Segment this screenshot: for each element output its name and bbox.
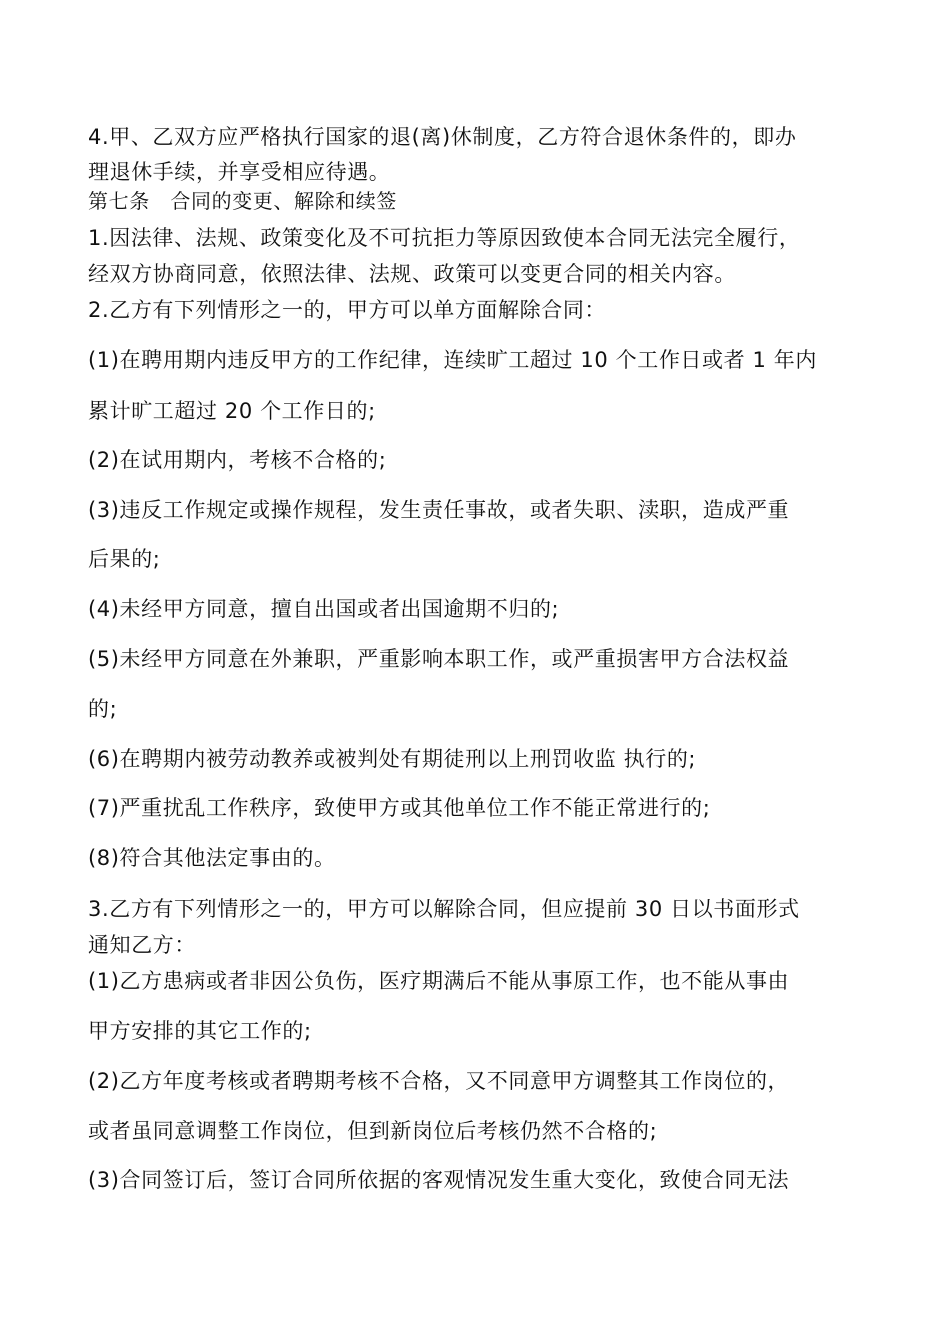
clause-7-3-item-1-line-1: (1)乙方患病或者非因公负伤，医疗期满后不能从事原工作，也不能从事由 [88, 969, 790, 993]
clause-7-2-item-3-line-1: (3)违反工作规定或操作规程，发生责任事故，或者失职、渎职，造成严重 [88, 498, 790, 522]
clause-7-2-item-6: (6)在聘期内被劳动教养或被判处有期徒刑以上刑罚收监 执行的; [88, 747, 697, 771]
clause-7-3-item-2-line-2: 或者虽同意调整工作岗位，但到新岗位后考核仍然不合格的; [88, 1119, 658, 1143]
clause-7-2-item-8: (8)符合其他法定事由的。 [88, 846, 336, 870]
clause-7-1-line-1: 1.因法律、法规、政策变化及不可抗拒力等原因致使本合同无法完全履行， [88, 226, 801, 250]
clause-7-1-line-2: 经双方协商同意，依照法律、法规、政策可以变更合同的相关内容。 [88, 262, 736, 286]
clause-7-2-item-1-line-2: 累计旷工超过 20 个工作日的; [88, 399, 376, 423]
clause-7-3-item-2-line-1: (2)乙方年度考核或者聘期考核不合格，又不同意甲方调整其工作岗位的， [88, 1069, 790, 1093]
clause-7-2-item-4: (4)未经甲方同意，擅自出国或者出国逾期不归的; [88, 597, 560, 621]
clause-7-2-item-5-line-1: (5)未经甲方同意在外兼职，严重影响本职工作，或严重损害甲方合法权益 [88, 647, 790, 671]
clause-7-3-item-3-line-1: (3)合同签订后，签订合同所依据的客观情况发生重大变化，致使合同无法 [88, 1168, 790, 1192]
clause-7-2-item-5-line-2: 的; [88, 697, 118, 721]
clause-6-4-line-1: 4.甲、乙双方应严格执行国家的退(离)休制度，乙方符合退休条件的，即办 [88, 125, 797, 149]
clause-7-3-intro-line-2: 通知乙方： [88, 933, 196, 957]
clause-7-2-item-2: (2)在试用期内，考核不合格的; [88, 448, 387, 472]
clause-7-3-item-1-line-2: 甲方安排的其它工作的; [88, 1019, 312, 1043]
clause-6-4-line-2: 理退休手续，并享受相应待遇。 [88, 160, 391, 184]
article-7-heading: 第七条 合同的变更、解除和续签 [88, 189, 397, 213]
clause-7-2-item-3-line-2: 后果的; [88, 547, 161, 571]
clause-7-2-item-7: (7)严重扰乱工作秩序，致使甲方或其他单位工作不能正常进行的; [88, 796, 711, 820]
clause-7-2-intro: 2.乙方有下列情形之一的，甲方可以单方面解除合同： [88, 298, 607, 322]
clause-7-2-item-1-line-1: (1)在聘用期内违反甲方的工作纪律，连续旷工超过 10 个工作日或者 1 年内 [88, 348, 817, 372]
clause-7-3-intro-line-1: 3.乙方有下列情形之一的，甲方可以解除合同，但应提前 30 日以书面形式 [88, 897, 800, 921]
